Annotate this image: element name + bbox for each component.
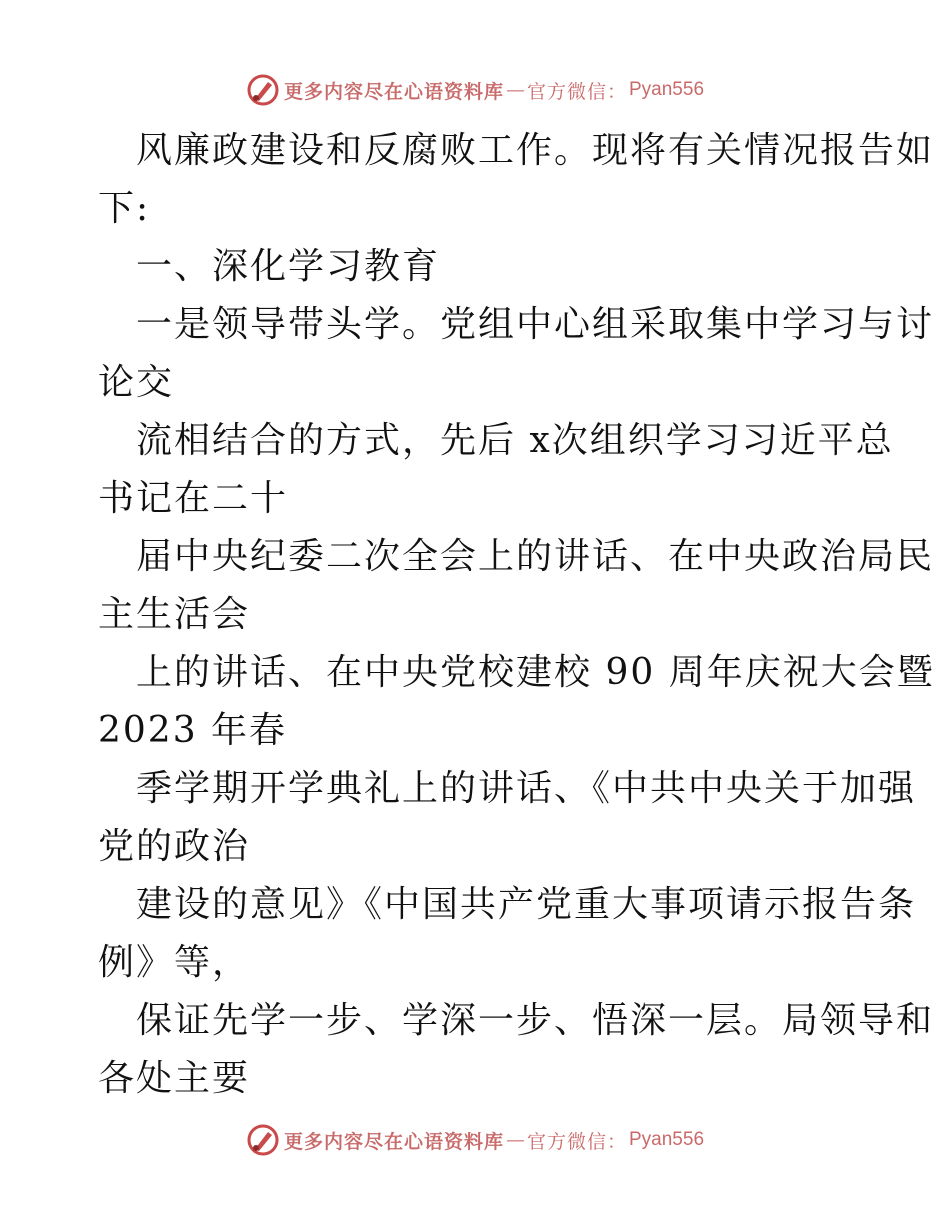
text-line: 风廉政建设和反腐败工作。现将有关情况报告如 [136,130,935,171]
text-line: 届中央纪委二次全会上的讲话、在中央政治局民 [136,536,935,577]
banner-id: Pyan556 [629,1129,705,1150]
banner-title: 更多内容尽在心语资料库 [283,80,504,103]
text-line: 论交 [98,362,175,403]
banner-dash: — [505,79,525,101]
text-line: 2023 年春 [98,710,288,751]
text-line: 一、深化学习教育 [136,246,441,287]
header-watermark-banner [0,70,950,110]
text-line: 各处主要 [98,1058,251,1099]
text-line: 季学期开学典礼上的讲话、《中共中央关于加强 [136,768,917,809]
text-line: 流相结合的方式，先后 x次组织学习习近平总 [136,420,894,461]
text-line: 下: [98,188,151,229]
text-line: 书记在二十 [98,478,289,519]
text-line: 党的政治 [98,826,251,867]
text-line: 例》等， [98,942,251,983]
text-line: 一是领导带头学。党组中心组采取集中学习与讨 [136,304,935,345]
text-line: 主生活会 [98,594,251,635]
text-line: 保证先学一步、学深一步、悟深一层。局领导和 [136,1000,935,1041]
footer-watermark-banner [0,1120,950,1160]
banner-dash: — [505,1129,525,1151]
document-body [98,122,935,1108]
banner-title: 更多内容尽在心语资料库 [283,1130,504,1153]
banner-label: 官方微信： [526,1130,627,1153]
text-line: 建设的意见》《中国共产党重大事项请示报告条 [136,884,917,925]
banner-label: 官方微信： [526,80,627,103]
brush-pen-logo-icon [246,1123,280,1157]
text-line: 上的讲话、在中央党校建校 90 周年庆祝大会暨 [136,652,935,693]
banner-id: Pyan556 [629,79,705,100]
brush-pen-logo-icon [246,73,280,107]
